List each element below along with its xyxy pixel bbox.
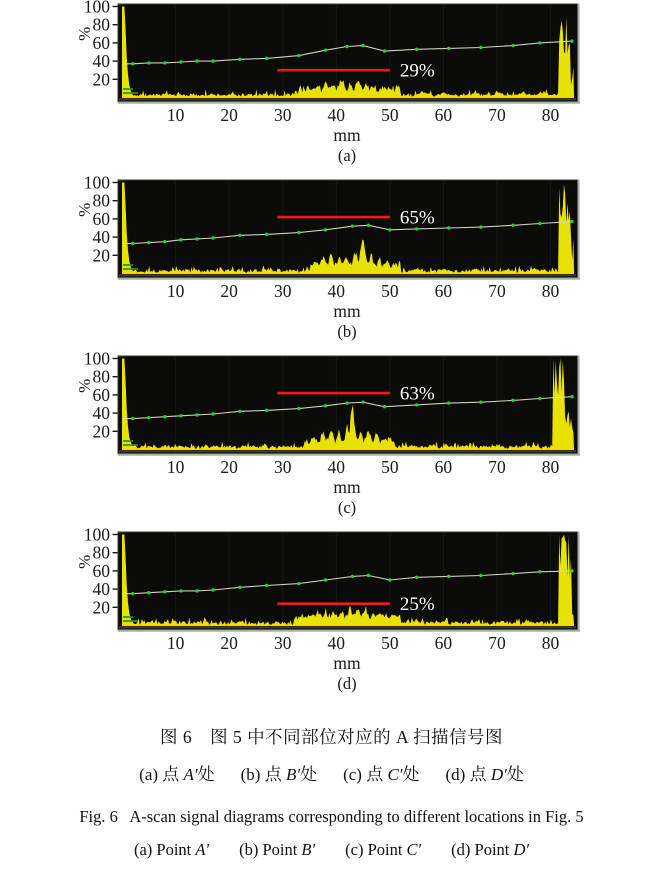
dac-curve-dot: [388, 228, 391, 231]
gate-readout-mark: [123, 88, 133, 90]
caption-item-prefix: (c) Point: [345, 840, 407, 859]
y-tick-label: 20: [92, 421, 110, 442]
dac-curve-dot: [195, 59, 198, 62]
signal-baseline: [119, 275, 576, 277]
dac-curve-dot: [147, 416, 150, 419]
ascan-chart-c: [0, 348, 663, 528]
gate-readout-mark: [123, 268, 138, 270]
dac-curve-dot: [361, 400, 364, 403]
dac-curve-dot: [479, 46, 482, 49]
dac-curve-dot: [297, 582, 300, 585]
x-tick-label: 80: [541, 281, 560, 301]
dac-curve-dot: [538, 570, 541, 573]
y-tick-label: 40: [92, 51, 110, 72]
x-tick-label: 70: [488, 281, 506, 301]
point-label: D′: [513, 840, 530, 859]
dac-curve-dot: [265, 233, 268, 236]
dac-curve-dot: [351, 575, 354, 578]
dac-curve-dot: [211, 588, 214, 591]
y-tick-label: 40: [92, 579, 110, 600]
caption-chinese-title: 图 6 图 5 中不同部位对应的 A 扫描信号图: [159, 727, 504, 747]
signal-baseline: [119, 451, 576, 453]
x-tick-label: 80: [541, 105, 560, 125]
dac-curve-dot: [511, 44, 514, 47]
x-tick-label: 30: [273, 105, 292, 125]
caption-item: [239, 840, 315, 860]
signal-baseline: [119, 627, 576, 629]
dac-curve-dot: [131, 417, 134, 420]
point-label: A′: [183, 765, 198, 784]
plot-background: [118, 4, 578, 102]
x-tick-label: 10: [166, 633, 185, 653]
y-axis-label: %: [75, 26, 94, 41]
dac-curve-dot: [163, 415, 166, 418]
dac-curve-dot: [163, 590, 166, 593]
x-tick-label: 40: [327, 457, 346, 477]
dac-curve-dot: [211, 412, 214, 415]
caption-item: [139, 760, 214, 785]
y-tick-label: 60: [92, 384, 110, 405]
dac-curve-dot: [383, 49, 386, 52]
y-tick-label: 60: [92, 32, 110, 53]
x-tick-label: 80: [541, 457, 560, 477]
dac-curve-dot: [324, 404, 327, 407]
gate-level-label: 63%: [399, 383, 435, 405]
plot-border-right: [578, 356, 580, 454]
y-tick-label: 20: [92, 69, 110, 90]
caption-item-suffix: 处: [300, 765, 318, 784]
dac-curve-dot: [479, 574, 482, 577]
dac-curve-dot: [238, 234, 241, 237]
gate-level-label: 65%: [399, 207, 435, 229]
y-tick-label: 60: [92, 208, 110, 229]
dac-curve-dot: [163, 240, 166, 243]
x-tick-label: 20: [220, 633, 238, 653]
dac-curve-dot: [211, 59, 214, 62]
x-tick-label: 70: [488, 633, 506, 653]
y-tick-label: 60: [92, 560, 110, 581]
caption-item-suffix: 处: [402, 765, 420, 784]
y-tick-label: 100: [83, 172, 110, 193]
dac-curve-dot: [447, 401, 450, 404]
dac-curve-dot: [238, 410, 241, 413]
caption-item-prefix: (a) 点: [139, 765, 184, 784]
dac-curve-dot: [131, 242, 134, 245]
x-tick-label: 40: [327, 105, 346, 125]
dac-curve-dot: [195, 589, 198, 592]
dac-curve-dot: [345, 401, 348, 404]
x-axis-label: mm: [333, 301, 361, 321]
point-label: D′: [490, 765, 507, 784]
plot-border-bottom: [118, 102, 580, 104]
figure-captions: [0, 724, 663, 860]
dac-curve-dot: [297, 407, 300, 410]
plot-border-bottom: [118, 454, 580, 456]
x-tick-label: 20: [220, 105, 238, 125]
dac-curve-dot: [211, 236, 214, 239]
x-tick-label: 80: [541, 633, 560, 653]
x-tick-label: 60: [434, 633, 453, 653]
dac-curve-dot: [265, 584, 268, 587]
dac-curve-dot: [479, 225, 482, 228]
dac-curve-dot: [324, 578, 327, 581]
x-tick-label: 70: [488, 105, 506, 125]
dac-curve-dot: [538, 222, 541, 225]
signal-baseline: [119, 99, 576, 101]
dac-curve-dot: [324, 228, 327, 231]
y-axis-label: %: [75, 378, 94, 393]
dac-curve-dot: [511, 572, 514, 575]
caption-item-prefix: (d) 点: [445, 765, 491, 784]
plot-border-right: [578, 4, 580, 102]
panel-letter: (b): [337, 322, 357, 341]
dac-curve-dot: [163, 61, 166, 64]
dac-curve-dot: [195, 413, 198, 416]
caption-item-prefix: (d) Point: [451, 840, 514, 859]
y-tick-label: 80: [92, 542, 110, 563]
dac-curve-dot: [179, 414, 182, 417]
caption-english-subitems: [0, 840, 663, 860]
caption-item-suffix: 处: [197, 765, 215, 784]
caption-item: [134, 840, 209, 860]
x-tick-label: 50: [381, 281, 399, 301]
caption-item: [345, 840, 421, 860]
dac-curve-dot: [361, 44, 364, 47]
x-tick-label: 60: [434, 105, 453, 125]
dac-curve-dot: [238, 58, 241, 61]
dac-curve-dot: [238, 586, 241, 589]
caption-item-prefix: (b) Point: [239, 840, 302, 859]
dac-curve-dot: [297, 231, 300, 234]
x-tick-label: 50: [381, 105, 399, 125]
dac-curve-dot: [297, 54, 300, 57]
ascan-chart-d: [0, 524, 663, 704]
gate-level-label: 25%: [399, 594, 435, 616]
x-tick-label: 30: [273, 457, 292, 477]
gate-level-label: 29%: [399, 60, 435, 82]
dac-curve-dot: [195, 237, 198, 240]
point-label: A′: [195, 840, 210, 859]
x-axis-label: mm: [333, 653, 361, 673]
x-tick-label: 10: [166, 105, 185, 125]
dac-curve-dot: [415, 48, 418, 51]
caption-item: [343, 760, 419, 785]
point-label: B′: [285, 765, 301, 784]
dac-curve-dot: [324, 48, 327, 51]
gate-readout-mark: [123, 444, 138, 446]
y-tick-label: 80: [92, 190, 110, 211]
point-label: C′: [387, 765, 403, 784]
dac-curve-dot: [179, 238, 182, 241]
y-tick-label: 40: [92, 227, 110, 248]
dac-curve-dot: [570, 569, 573, 572]
x-tick-label: 60: [434, 457, 453, 477]
dac-curve-dot: [179, 60, 182, 63]
dac-curve-dot: [383, 405, 386, 408]
dac-curve-dot: [367, 224, 370, 227]
x-tick-label: 50: [381, 457, 399, 477]
x-tick-label: 50: [381, 633, 399, 653]
y-axis-label: %: [75, 554, 94, 569]
y-tick-label: 100: [83, 524, 110, 545]
dac-curve-dot: [179, 589, 182, 592]
panel-letter: (a): [337, 146, 357, 165]
caption-item-suffix: 处: [506, 765, 524, 784]
y-tick-label: 100: [83, 348, 110, 369]
y-tick-label: 20: [92, 245, 110, 266]
caption-item-prefix: (b) 点: [240, 765, 286, 784]
panel-letter: (d): [337, 674, 357, 693]
dac-curve-dot: [511, 224, 514, 227]
plot-border-right: [578, 532, 580, 630]
dac-curve-dot: [570, 39, 573, 42]
dac-curve-dot: [570, 220, 573, 223]
x-tick-label: 60: [434, 281, 453, 301]
plot-border-right: [578, 180, 580, 278]
plot-border-bottom: [118, 630, 580, 632]
dac-curve-dot: [147, 241, 150, 244]
panel-letter: (c): [337, 498, 357, 517]
x-tick-label: 30: [273, 281, 292, 301]
caption-english-title: Fig. 6 A-scan signal diagrams corresponding to different locations in Fig. 5: [79, 807, 584, 826]
gate-readout-mark: [123, 620, 138, 622]
y-tick-label: 100: [83, 0, 110, 17]
gate-readout-mark: [123, 440, 133, 442]
dac-curve-dot: [265, 409, 268, 412]
ascan-chart-a: [0, 0, 663, 176]
caption-item: [241, 760, 317, 785]
x-tick-label: 20: [220, 457, 238, 477]
caption-item: [446, 760, 524, 785]
caption-item-prefix: (a) Point: [133, 840, 196, 859]
x-tick-label: 70: [488, 457, 506, 477]
ascan-chart-b: [0, 172, 663, 352]
dac-curve-dot: [265, 57, 268, 60]
point-label: B′: [301, 840, 316, 859]
y-tick-label: 80: [92, 14, 110, 35]
dac-curve-dot: [447, 575, 450, 578]
gate-readout-mark: [123, 92, 138, 94]
dac-curve-dot: [538, 41, 541, 44]
dac-curve-dot: [538, 397, 541, 400]
y-tick-label: 40: [92, 403, 110, 424]
gate-readout-mark: [123, 616, 133, 618]
dac-curve-dot: [131, 592, 134, 595]
dac-curve-dot: [367, 574, 370, 577]
dac-curve-dot: [147, 591, 150, 594]
x-tick-label: 10: [166, 281, 185, 301]
x-axis-label: mm: [333, 477, 361, 497]
x-tick-label: 20: [220, 281, 238, 301]
x-axis-label: mm: [333, 125, 361, 145]
dac-curve-dot: [511, 399, 514, 402]
gate-readout-mark: [123, 264, 133, 266]
dac-curve-dot: [351, 224, 354, 227]
caption-item-prefix: (c) 点: [343, 765, 388, 784]
x-tick-label: 10: [166, 457, 185, 477]
y-axis-label: %: [75, 202, 94, 217]
dac-curve-dot: [415, 576, 418, 579]
dac-curve-dot: [447, 226, 450, 229]
caption-chinese-subitems: [0, 760, 663, 785]
x-tick-label: 40: [327, 281, 346, 301]
point-label: C′: [406, 840, 422, 859]
y-tick-label: 80: [92, 366, 110, 387]
dac-curve-dot: [447, 47, 450, 50]
dac-curve-dot: [479, 400, 482, 403]
caption-item: [451, 840, 529, 860]
plot-border-bottom: [118, 278, 580, 280]
dac-curve-dot: [147, 61, 150, 64]
x-tick-label: 40: [327, 633, 346, 653]
y-tick-label: 20: [92, 597, 110, 618]
x-tick-label: 30: [273, 633, 292, 653]
dac-curve-dot: [570, 395, 573, 398]
dac-curve-dot: [345, 45, 348, 48]
dac-curve-dot: [388, 578, 391, 581]
dac-curve-dot: [131, 62, 134, 65]
